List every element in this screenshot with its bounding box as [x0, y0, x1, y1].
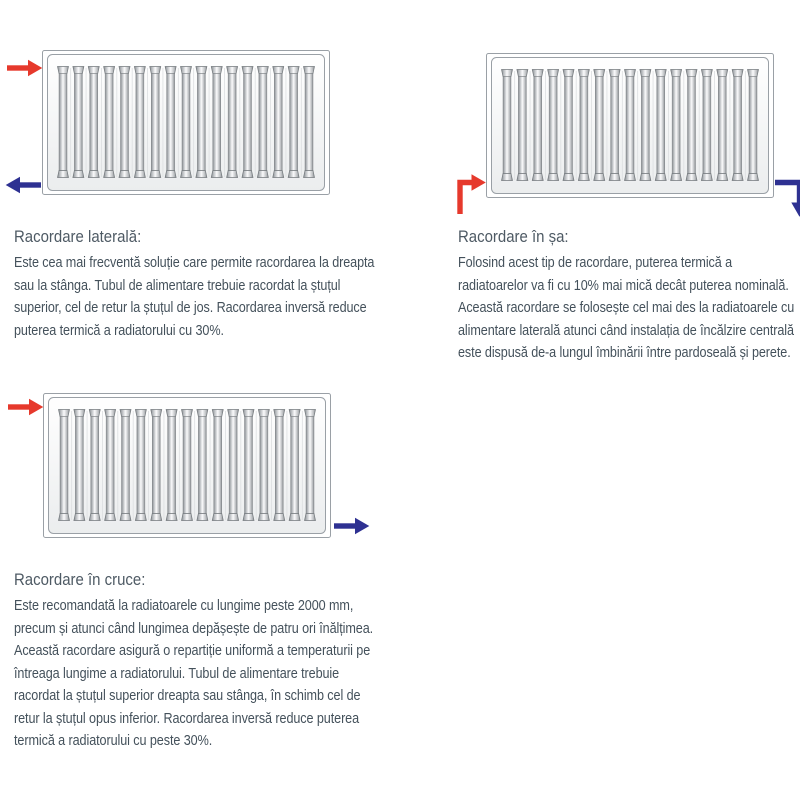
return-arrow-icon — [5, 176, 41, 194]
section-heading: Racordare în șa: — [458, 227, 569, 246]
section-body: Folosind acest tip de racordare, puterea termică a radiatoarelor va fi cu 10% mai mică decât puterea nominală. Această racordare se folosește cel mai des la radiatoarele cu alimentare laterală atunci când instalația de încălzire centrală este dispusă de-a lungul îmbinării între pardoseală și perete. — [458, 255, 795, 361]
return-elbow-arrow-icon — [775, 172, 800, 218]
return-arrow-icon — [334, 517, 370, 535]
radiator-diagram-in-cruce — [43, 393, 331, 538]
supply-elbow-arrow-icon — [455, 172, 487, 214]
radiator-illustration — [42, 50, 330, 195]
radiator-diagram-in-sa — [486, 53, 774, 198]
supply-arrow-icon — [7, 59, 43, 77]
section-body: Este cea mai frecventă soluție care permite racordarea la dreapta sau la stânga. Tubul de alimentare trebuie racordat la ștuțul superior, cel de retur la ștuțul de jos. Racordarea inversă reduce puterea termică a radiatorului cu 30%. — [14, 255, 375, 339]
section-heading: Racordare laterală: — [14, 227, 142, 246]
supply-arrow-icon — [8, 398, 44, 416]
radiator-illustration — [486, 53, 774, 198]
section-heading: Racordare în cruce: — [14, 570, 146, 589]
section-body: Este recomandată la radiatoarele cu lungime peste 2000 mm, precum și atunci când lungimea depășește de patru ori înălțimea. Această racordare asigură o repartiție uniformă a temperaturii pe întreaga lungime a radiatorului. Tubul de alimentare trebuie racordat la ștuțul superior dreapta sau stânga, în schimb cel de retur la ștuțul opus inferior. Racordarea inversă reduce puterea termică a radiatorului cu peste 30%. — [14, 598, 374, 749]
radiator-illustration — [43, 393, 331, 538]
radiator-diagram-laterala — [42, 50, 330, 195]
